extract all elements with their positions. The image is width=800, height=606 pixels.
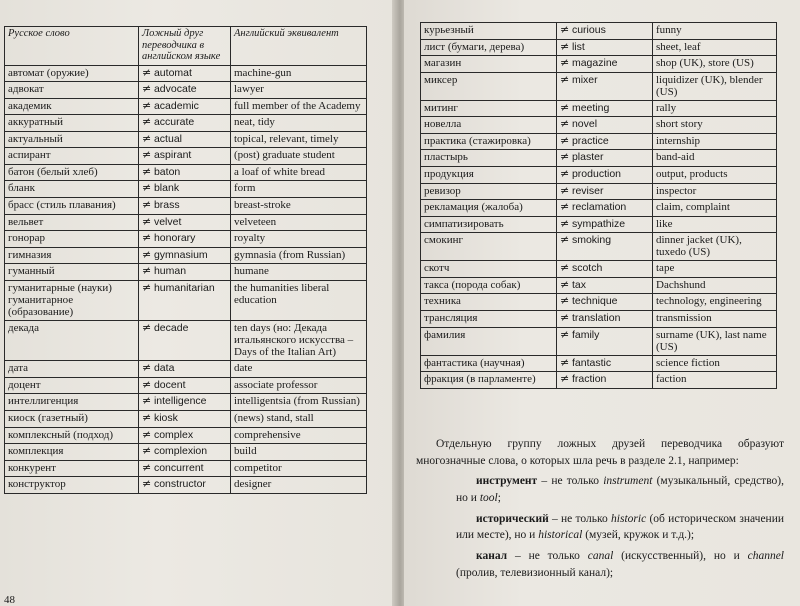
not-equal-icon: ≠ <box>560 294 570 308</box>
russian-word-cell: дата <box>5 361 139 378</box>
false-friend-word: smoking <box>571 234 612 247</box>
russian-word-cell: комплекция <box>5 444 139 461</box>
table-row <box>5 148 367 165</box>
english-equivalent-cell: internship <box>653 133 777 150</box>
example-text: ; <box>497 492 501 505</box>
english-equivalent-cell: faction <box>653 372 777 389</box>
russian-word-cell: пластырь <box>421 150 557 167</box>
english-equivalent-cell: gymnasia (from Russian) <box>231 247 367 264</box>
table-row <box>5 410 367 427</box>
table-row <box>5 361 367 378</box>
false-friend-word: gymnasium <box>153 248 208 261</box>
not-equal-icon: ≠ <box>560 327 570 341</box>
false-friend-word: honorary <box>153 232 196 245</box>
false-friend-word: complex <box>153 428 194 441</box>
russian-word-cell: миксер <box>421 72 557 100</box>
false-friend-cell <box>139 280 231 320</box>
not-equal-icon: ≠ <box>142 361 152 375</box>
example-english-term: canal <box>587 550 614 563</box>
header-false-friend: Ложный друг переводчика в английском языке <box>139 27 231 66</box>
russian-word-cell: смокинг <box>421 233 557 261</box>
false-friend-cell <box>139 427 231 444</box>
table-row <box>5 98 367 115</box>
russian-word-cell: фантастика (научная) <box>421 355 557 372</box>
not-equal-icon: ≠ <box>142 98 152 112</box>
russian-word-cell: гуманитарные (науки) гуманитарное (образование) <box>5 280 139 320</box>
false-friend-word: scotch <box>571 262 603 275</box>
false-friend-cell <box>139 164 231 181</box>
english-equivalent-cell: lawyer <box>231 82 367 99</box>
not-equal-icon: ≠ <box>142 264 152 278</box>
false-friend-cell <box>557 56 653 73</box>
false-friend-cell <box>557 200 653 217</box>
false-friend-cell <box>557 183 653 200</box>
table-row <box>421 72 777 100</box>
false-friend-word: production <box>571 168 622 181</box>
false-friend-cell <box>557 372 653 389</box>
not-equal-icon: ≠ <box>560 233 570 247</box>
false-friend-word: decade <box>153 322 189 335</box>
false-friend-cell <box>557 233 653 261</box>
not-equal-icon: ≠ <box>560 200 570 214</box>
not-equal-icon: ≠ <box>560 56 570 70</box>
russian-word-cell: гонорар <box>5 231 139 248</box>
english-equivalent-cell: breast-stroke <box>231 198 367 215</box>
example-headword: исторический <box>476 512 549 525</box>
false-friend-cell <box>139 148 231 165</box>
table-row <box>421 56 777 73</box>
russian-word-cell: аккуратный <box>5 115 139 132</box>
russian-word-cell: практика (стажировка) <box>421 133 557 150</box>
russian-word-cell: митинг <box>421 100 557 117</box>
english-equivalent-cell: machine-gun <box>231 65 367 82</box>
false-friend-word: tax <box>571 278 586 291</box>
russian-word-cell: лист (бумаги, дерева) <box>421 39 557 56</box>
false-friend-word: family <box>571 328 600 341</box>
not-equal-icon: ≠ <box>142 214 152 228</box>
russian-word-cell: интеллигенция <box>5 394 139 411</box>
english-equivalent-cell: band-aid <box>653 150 777 167</box>
russian-word-cell: вельвет <box>5 214 139 231</box>
false-friend-cell <box>139 131 231 148</box>
not-equal-icon: ≠ <box>142 115 152 129</box>
false-friend-word: complexion <box>153 445 208 458</box>
example-english-term: instrument <box>603 475 653 488</box>
english-equivalent-cell: competitor <box>231 460 367 477</box>
english-equivalent-cell: form <box>231 181 367 198</box>
false-friend-word: kiosk <box>153 411 178 424</box>
not-equal-icon: ≠ <box>142 280 152 294</box>
table-row <box>5 444 367 461</box>
not-equal-icon: ≠ <box>142 65 152 79</box>
header-russian-word: Русское слово <box>5 27 139 66</box>
false-friend-word: human <box>153 265 187 278</box>
not-equal-icon: ≠ <box>142 181 152 195</box>
russian-word-cell: академик <box>5 98 139 115</box>
english-equivalent-cell: a loaf of white bread <box>231 164 367 181</box>
russian-word-cell: конкурент <box>5 460 139 477</box>
false-friend-cell <box>557 294 653 311</box>
russian-word-cell: актуальный <box>5 131 139 148</box>
russian-word-cell: автомат (оружие) <box>5 65 139 82</box>
false-friend-word: constructor <box>153 478 206 491</box>
false-friend-cell <box>139 460 231 477</box>
table-row <box>5 247 367 264</box>
english-equivalent-cell: (post) graduate student <box>231 148 367 165</box>
false-friend-cell <box>139 98 231 115</box>
table-header-row <box>5 27 367 66</box>
not-equal-icon: ≠ <box>560 183 570 197</box>
false-friend-word: fraction <box>571 373 607 386</box>
table-row <box>5 82 367 99</box>
not-equal-icon: ≠ <box>142 131 152 145</box>
english-equivalent-cell: associate professor <box>231 377 367 394</box>
false-friend-word: academic <box>153 99 199 112</box>
table-row <box>421 117 777 134</box>
not-equal-icon: ≠ <box>142 198 152 212</box>
english-equivalent-cell: topical, relevant, timely <box>231 131 367 148</box>
english-equivalent-cell: claim, complaint <box>653 200 777 217</box>
false-friend-cell <box>139 231 231 248</box>
false-friend-word: velvet <box>153 215 182 228</box>
false-friend-cell <box>139 444 231 461</box>
example-entry <box>456 511 784 544</box>
false-friend-cell <box>139 264 231 281</box>
table-row <box>5 427 367 444</box>
russian-word-cell: киоск (газетный) <box>5 410 139 427</box>
russian-word-cell: продукция <box>421 167 557 184</box>
false-friend-word: fantastic <box>571 356 612 369</box>
false-friend-word: meeting <box>571 101 610 114</box>
false-friend-cell <box>139 361 231 378</box>
false-friend-cell <box>557 150 653 167</box>
false-friend-cell <box>557 133 653 150</box>
not-equal-icon: ≠ <box>560 261 570 275</box>
false-friend-cell <box>557 261 653 278</box>
page-number: 48 <box>4 594 15 606</box>
right-table-body <box>421 23 777 389</box>
russian-word-cell: гуманный <box>5 264 139 281</box>
false-friend-cell <box>139 410 231 427</box>
table-row <box>5 214 367 231</box>
not-equal-icon: ≠ <box>142 231 152 245</box>
example-english-term: channel <box>747 550 784 563</box>
russian-word-cell: аспирант <box>5 148 139 165</box>
table-row <box>421 311 777 328</box>
english-equivalent-cell: comprehensive <box>231 427 367 444</box>
table-row <box>421 200 777 217</box>
table-row <box>421 261 777 278</box>
russian-word-cell: фамилия <box>421 327 557 355</box>
russian-word-cell: ревизор <box>421 183 557 200</box>
false-friend-word: plaster <box>571 151 604 164</box>
english-equivalent-cell: royalty <box>231 231 367 248</box>
russian-word-cell: техника <box>421 294 557 311</box>
table-row <box>421 23 777 40</box>
russian-word-cell: рекламация (жалоба) <box>421 200 557 217</box>
table-row <box>5 377 367 394</box>
russian-word-cell: конструктор <box>5 477 139 494</box>
not-equal-icon: ≠ <box>560 372 570 386</box>
example-english-term: tool <box>479 492 498 505</box>
example-text: (искусственный), но и <box>613 550 748 563</box>
russian-word-cell: магазин <box>421 56 557 73</box>
russian-word-cell: такса (порода собак) <box>421 277 557 294</box>
not-equal-icon: ≠ <box>560 311 570 325</box>
english-equivalent-cell: humane <box>231 264 367 281</box>
false-friend-word: brass <box>153 199 180 212</box>
example-text: (об историческом значении или месте), но и <box>456 512 785 542</box>
table-row <box>421 167 777 184</box>
intro-paragraph: Отдельную группу ложных друзей переводчика образуют многозначные слова, о которых шла речь в разделе 2.1, например: <box>416 438 784 467</box>
not-equal-icon: ≠ <box>560 100 570 114</box>
false-friend-cell <box>139 377 231 394</box>
table-row <box>421 150 777 167</box>
russian-word-cell: симпатизировать <box>421 216 557 233</box>
not-equal-icon: ≠ <box>142 377 152 391</box>
false-friend-cell <box>557 355 653 372</box>
example-headword: канал <box>476 550 508 563</box>
false-friend-word: practice <box>571 134 609 147</box>
false-friend-cell <box>139 247 231 264</box>
example-english-term: historical <box>538 529 583 542</box>
table-row <box>421 294 777 311</box>
not-equal-icon: ≠ <box>142 247 152 261</box>
false-friend-cell <box>139 321 231 361</box>
examples-list <box>416 473 784 581</box>
example-entry <box>456 548 784 581</box>
table-row <box>5 280 367 320</box>
left-table-body <box>5 65 367 493</box>
table-row <box>421 133 777 150</box>
false-friend-word: blank <box>153 182 180 195</box>
english-equivalent-cell: short story <box>653 117 777 134</box>
left-page <box>0 0 396 606</box>
table-row <box>5 131 367 148</box>
example-text: – не только <box>507 550 588 563</box>
false-friend-cell <box>139 115 231 132</box>
false-friend-cell <box>139 65 231 82</box>
russian-word-cell: трансляция <box>421 311 557 328</box>
english-equivalent-cell: output, products <box>653 167 777 184</box>
not-equal-icon: ≠ <box>560 355 570 369</box>
false-friend-cell <box>139 82 231 99</box>
example-text: (пролив, телевизионный канал); <box>456 566 614 579</box>
russian-word-cell: фракция (в парламенте) <box>421 372 557 389</box>
example-text: (музыкальный, средство), но и <box>456 475 785 505</box>
false-friend-cell <box>557 100 653 117</box>
not-equal-icon: ≠ <box>142 410 152 424</box>
russian-word-cell: комплексный (подход) <box>5 427 139 444</box>
not-equal-icon: ≠ <box>560 72 570 86</box>
table-row <box>421 327 777 355</box>
false-friend-word: technique <box>571 295 618 308</box>
table-row <box>421 39 777 56</box>
false-friend-cell <box>139 214 231 231</box>
false-friend-word: novel <box>571 118 598 131</box>
english-equivalent-cell: inspector <box>653 183 777 200</box>
false-friend-cell <box>557 327 653 355</box>
english-equivalent-cell: science fiction <box>653 355 777 372</box>
false-friend-cell <box>139 394 231 411</box>
english-equivalent-cell: shop (UK), store (US) <box>653 56 777 73</box>
false-friend-word: list <box>571 40 585 53</box>
russian-word-cell: батон (белый хлеб) <box>5 164 139 181</box>
false-friend-word: concurrent <box>153 461 204 474</box>
false-friend-word: actual <box>153 132 182 145</box>
english-equivalent-cell: Dachshund <box>653 277 777 294</box>
not-equal-icon: ≠ <box>560 150 570 164</box>
false-friend-word: advocate <box>153 83 197 96</box>
table-row <box>421 183 777 200</box>
false-friend-word: reviser <box>571 184 604 197</box>
false-friend-word: humanitarian <box>153 281 215 294</box>
table-row <box>5 477 367 494</box>
english-equivalent-cell: funny <box>653 23 777 40</box>
false-friend-word: intelligence <box>153 395 207 408</box>
english-equivalent-cell: liquidizer (UK), blender (US) <box>653 72 777 100</box>
false-friend-word: magazine <box>571 57 618 70</box>
header-english-equivalent: Английский эквивалент <box>231 27 367 66</box>
false-friend-cell <box>139 477 231 494</box>
russian-word-cell: курьезный <box>421 23 557 40</box>
not-equal-icon: ≠ <box>560 39 570 53</box>
not-equal-icon: ≠ <box>560 277 570 291</box>
english-equivalent-cell: intelligentsia (from Russian) <box>231 394 367 411</box>
false-friend-cell <box>139 181 231 198</box>
false-friend-word: sympathize <box>571 217 626 230</box>
false-friend-word: automat <box>153 66 192 79</box>
false-friend-cell <box>557 311 653 328</box>
english-equivalent-cell: the humanities liberal education <box>231 280 367 320</box>
table-row <box>5 460 367 477</box>
table-row <box>5 264 367 281</box>
russian-word-cell: декада <box>5 321 139 361</box>
polysemy-section <box>416 436 784 585</box>
english-equivalent-cell: full member of the Academy <box>231 98 367 115</box>
false-friend-word: translation <box>571 312 621 325</box>
english-equivalent-cell: sheet, leaf <box>653 39 777 56</box>
english-equivalent-cell: surname (UK), last name (US) <box>653 327 777 355</box>
table-row <box>421 233 777 261</box>
table-row <box>5 198 367 215</box>
english-equivalent-cell: tape <box>653 261 777 278</box>
false-friend-word: reclamation <box>571 201 627 214</box>
table-row <box>5 394 367 411</box>
english-equivalent-cell: velveteen <box>231 214 367 231</box>
english-equivalent-cell: ten days (но: Декада итальянского искусства – Days of the Italian Art) <box>231 321 367 361</box>
table-row <box>5 164 367 181</box>
russian-word-cell: бланк <box>5 181 139 198</box>
not-equal-icon: ≠ <box>142 394 152 408</box>
russian-word-cell: гимназия <box>5 247 139 264</box>
false-friend-cell <box>557 23 653 40</box>
false-friend-cell <box>557 117 653 134</box>
false-friend-word: aspirant <box>153 149 192 162</box>
table-row <box>421 372 777 389</box>
not-equal-icon: ≠ <box>560 167 570 181</box>
false-friend-word: baton <box>153 165 181 178</box>
example-text: – не только <box>537 475 604 488</box>
english-equivalent-cell: transmission <box>653 311 777 328</box>
false-friend-cell <box>557 72 653 100</box>
false-friend-cell <box>557 167 653 184</box>
false-friend-word: mixer <box>571 73 598 86</box>
table-row <box>5 321 367 361</box>
table-row <box>421 355 777 372</box>
not-equal-icon: ≠ <box>142 444 152 458</box>
english-equivalent-cell: like <box>653 216 777 233</box>
example-text: (музей, кружок и т.д.); <box>582 529 695 542</box>
false-friends-table-left <box>4 26 367 494</box>
russian-word-cell: скотч <box>421 261 557 278</box>
table-row <box>421 100 777 117</box>
not-equal-icon: ≠ <box>142 321 152 335</box>
russian-word-cell: брасс (стиль плавания) <box>5 198 139 215</box>
false-friend-word: accurate <box>153 116 195 129</box>
not-equal-icon: ≠ <box>560 117 570 131</box>
english-equivalent-cell: (news) stand, stall <box>231 410 367 427</box>
table-row <box>5 231 367 248</box>
false-friend-word: data <box>153 362 175 375</box>
english-equivalent-cell: technology, engineering <box>653 294 777 311</box>
not-equal-icon: ≠ <box>142 427 152 441</box>
not-equal-icon: ≠ <box>560 133 570 147</box>
false-friend-word: docent <box>153 378 186 391</box>
table-row <box>5 181 367 198</box>
english-equivalent-cell: rally <box>653 100 777 117</box>
english-equivalent-cell: build <box>231 444 367 461</box>
russian-word-cell: доцент <box>5 377 139 394</box>
not-equal-icon: ≠ <box>560 216 570 230</box>
example-headword: инструмент <box>476 475 538 488</box>
false-friend-cell <box>557 216 653 233</box>
not-equal-icon: ≠ <box>142 460 152 474</box>
table-row <box>421 277 777 294</box>
english-equivalent-cell: designer <box>231 477 367 494</box>
false-friend-cell <box>557 277 653 294</box>
false-friends-table-right <box>420 22 777 389</box>
false-friend-cell <box>557 39 653 56</box>
example-text: – не только <box>548 512 612 525</box>
false-friend-word: curious <box>571 24 606 36</box>
false-friend-cell <box>139 198 231 215</box>
russian-word-cell: новелла <box>421 117 557 134</box>
english-equivalent-cell: date <box>231 361 367 378</box>
english-equivalent-cell: neat, tidy <box>231 115 367 132</box>
not-equal-icon: ≠ <box>142 148 152 162</box>
example-english-term: historic <box>611 512 647 525</box>
not-equal-icon: ≠ <box>560 23 570 36</box>
table-row <box>421 216 777 233</box>
not-equal-icon: ≠ <box>142 82 152 96</box>
table-row <box>5 115 367 132</box>
not-equal-icon: ≠ <box>142 477 152 491</box>
russian-word-cell: адвокат <box>5 82 139 99</box>
example-entry <box>456 473 784 506</box>
not-equal-icon: ≠ <box>142 164 152 178</box>
table-row <box>5 65 367 82</box>
english-equivalent-cell: dinner jacket (UK), tuxedo (US) <box>653 233 777 261</box>
